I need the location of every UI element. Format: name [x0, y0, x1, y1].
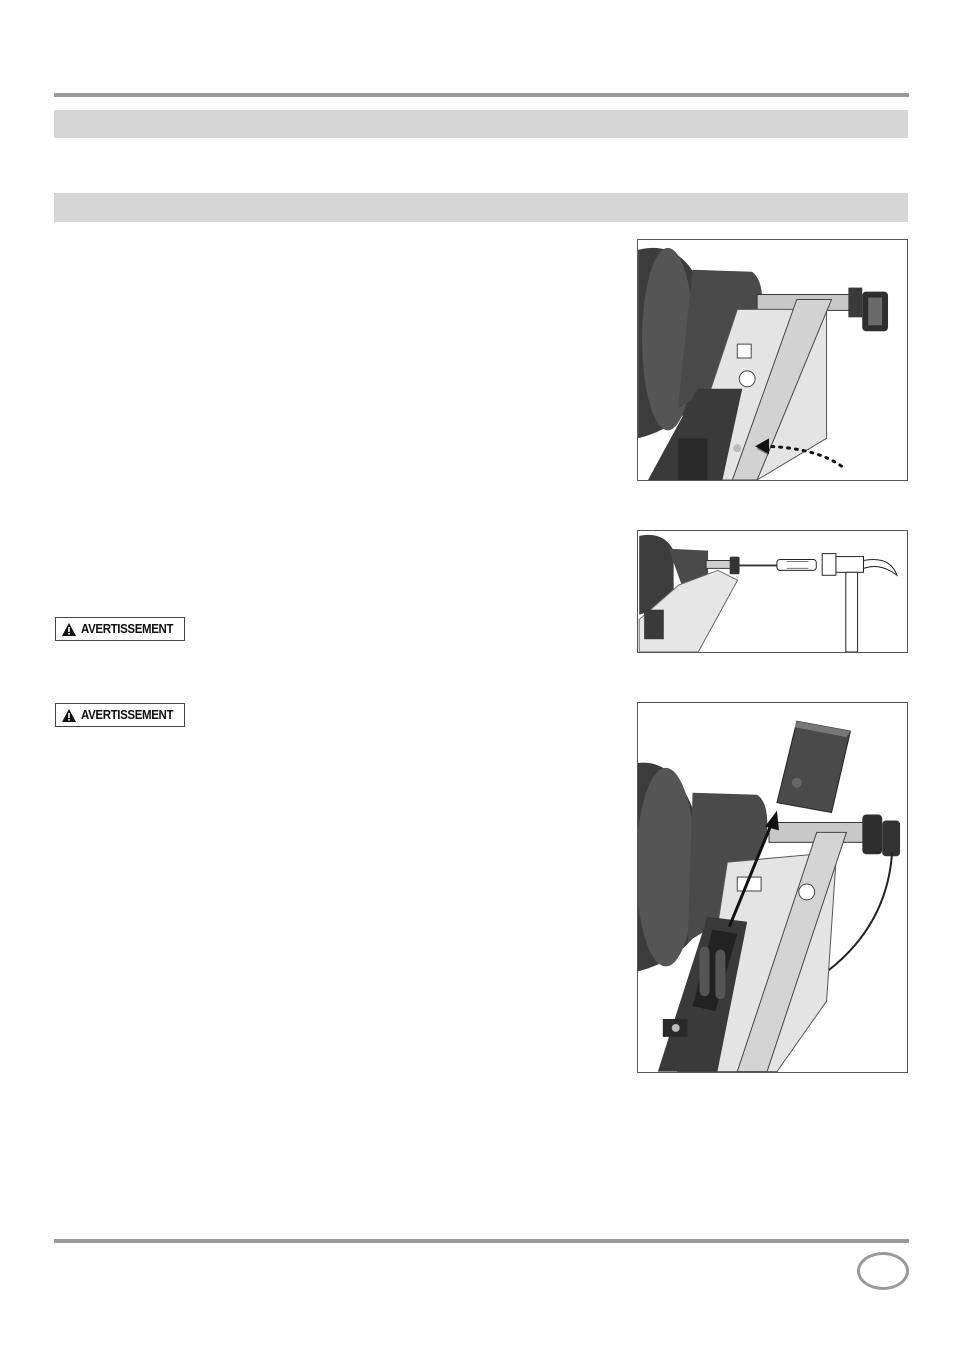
warning-triangle-icon [61, 708, 77, 723]
warning-label-text: AVERTISSEMENT [81, 708, 174, 722]
top-rule [54, 93, 909, 97]
warning-triangle-icon [61, 622, 77, 637]
warning-label-text: AVERTISSEMENT [81, 622, 174, 636]
nailer-illustration-1 [638, 240, 907, 480]
nailer-battery-door-figure [637, 239, 908, 481]
nailer-illustration-2 [638, 531, 907, 652]
nailer-hammer-figure [637, 530, 908, 653]
nailer-illustration-3 [638, 703, 907, 1072]
page-number-badge [857, 1252, 909, 1290]
nailer-battery-removal-figure [637, 702, 908, 1073]
warning-label-2 [55, 703, 185, 727]
warning-label-1 [55, 617, 185, 641]
section-header-band-2 [54, 193, 908, 222]
bottom-rule [54, 1239, 909, 1243]
section-header-band-1 [54, 110, 908, 138]
